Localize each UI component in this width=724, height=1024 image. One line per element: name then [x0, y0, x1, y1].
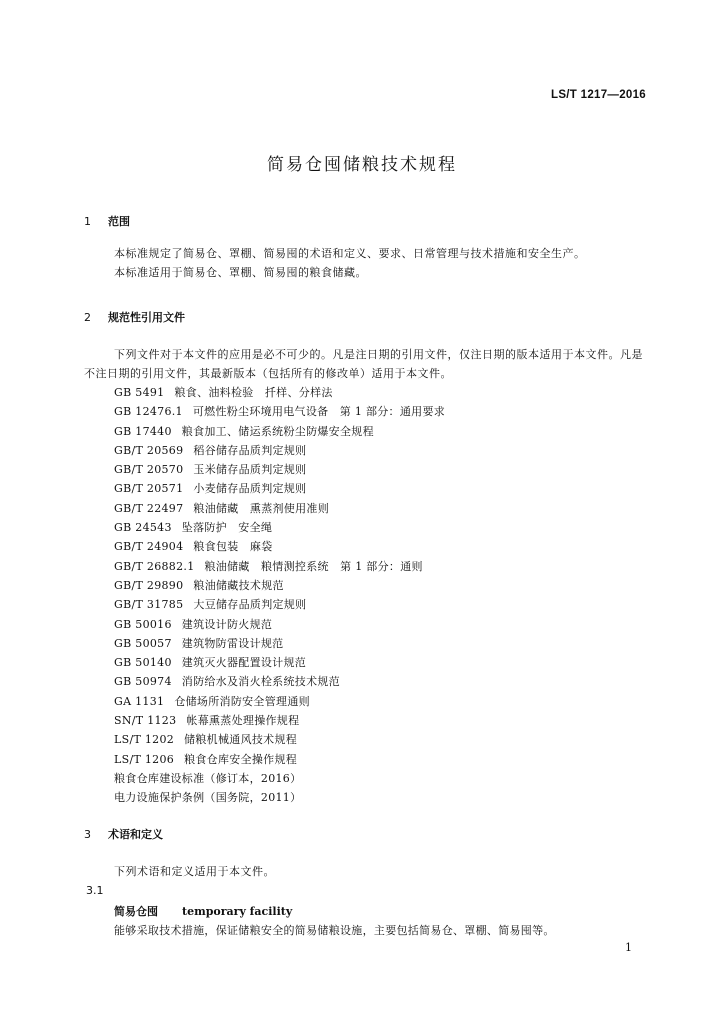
reference-code: GB/T 31785: [114, 598, 184, 612]
section-3-heading: [84, 826, 163, 842]
reference-title: 小麦储存品质判定规则: [193, 482, 307, 496]
reference-title: 建筑物防雷设计规范: [181, 636, 284, 650]
reference-title: 可燃性粉尘环境用电气设备 第 1 部分：通用要求: [192, 405, 446, 419]
reference-item: [114, 653, 445, 672]
document-title: 简易仓囤储粮技术规程: [267, 155, 457, 175]
reference-item: [114, 769, 445, 788]
reference-item: [114, 692, 445, 711]
reference-code: GB 12476.1: [114, 405, 183, 419]
normative-reference-list: [114, 383, 445, 808]
reference-code: GB 50140: [114, 656, 172, 670]
reference-code: GB/T 20570: [114, 463, 184, 477]
reference-item: [114, 422, 445, 441]
reference-title: 电力设施保护条例（国务院，2011）: [114, 791, 302, 805]
section-title: 范围: [108, 215, 130, 228]
reference-item: [114, 672, 445, 691]
term-heading: [114, 903, 292, 919]
reference-item: [114, 518, 445, 537]
reference-title: 帐幕熏蒸处理操作规程: [186, 714, 300, 728]
reference-item: [114, 711, 445, 730]
reference-item: [114, 595, 445, 614]
section-number: 2: [84, 311, 91, 324]
reference-item: [114, 537, 445, 556]
section-3-intro: 下列术语和定义适用于本文件。: [114, 865, 275, 878]
reference-code: GB 50974: [114, 675, 172, 689]
reference-item: [114, 788, 445, 807]
reference-title: 消防给水及消火栓系统技术规范: [181, 675, 340, 689]
term-number: 3.1: [86, 884, 104, 897]
page-number: 1: [625, 941, 632, 954]
reference-title: 储粮机械通风技术规程: [184, 733, 298, 747]
section-2-intro: 下列文件对于本文件的应用是必不可少的。凡是注日期的引用文件，仅注日期的版本适用于本文件。凡是不注日期的引用文件，其最新版本（包括所有的修改单）适用于本文件。: [84, 348, 643, 380]
reference-title: 大豆储存品质判定规则: [193, 598, 307, 612]
section-1-paragraph: 本标准规定了简易仓、罩棚、简易囤的术语和定义、要求、日常管理与技术措施和安全生产。: [114, 247, 586, 260]
reference-code: GB 5491: [114, 386, 165, 399]
reference-title: 稻谷储存品质判定规则: [193, 443, 307, 457]
standard-code: LS/T 1217—2016: [551, 89, 646, 101]
reference-code: SN/T 1123: [114, 714, 177, 728]
term-chinese: 简易仓囤: [114, 905, 158, 918]
reference-item: [114, 730, 445, 749]
reference-item: [114, 402, 445, 421]
reference-item: [114, 383, 445, 402]
reference-item: [114, 479, 445, 498]
reference-title: 仓储场所消防安全管理通则: [174, 694, 310, 708]
reference-item: [114, 634, 445, 653]
reference-title: 玉米储存品质判定规则: [193, 463, 307, 477]
reference-code: GB/T 24904: [114, 540, 184, 554]
section-title: 术语和定义: [108, 828, 163, 841]
reference-item: [114, 499, 445, 518]
reference-title: 建筑灭火器配置设计规范: [181, 656, 307, 670]
reference-code: GB/T 20571: [114, 482, 184, 496]
reference-code: LS/T 1206: [114, 752, 175, 766]
reference-code: GB/T 29890: [114, 578, 184, 592]
reference-title: 粮食加工、储运系统粉尘防爆安全规程: [181, 424, 374, 438]
section-1-paragraph: 本标准适用于简易仓、罩棚、简易囤的粮食储藏。: [114, 266, 367, 279]
reference-title: 粮食、油料检验 扦样、分样法: [174, 386, 333, 399]
term-english: temporary facility: [182, 905, 293, 918]
reference-item: [114, 557, 445, 576]
reference-title: 粮油储藏技术规范: [193, 578, 284, 592]
reference-title: 建筑设计防火规范: [181, 617, 273, 631]
reference-code: GB 50057: [114, 636, 172, 650]
section-number: 1: [84, 215, 91, 228]
reference-title: 粮食包装 麻袋: [193, 540, 273, 554]
term-definition: 能够采取技术措施，保证储粮安全的简易储粮设施，主要包括简易仓、罩棚、简易囤等。: [114, 924, 555, 937]
reference-title: 粮食仓库建设标准（修订本，2016）: [114, 771, 302, 785]
reference-code: GA 1131: [114, 694, 165, 708]
reference-code: GB/T 20569: [114, 443, 184, 457]
reference-item: [114, 460, 445, 479]
reference-code: GB 50016: [114, 617, 172, 631]
reference-item: [114, 750, 445, 769]
reference-item: [114, 441, 445, 460]
section-2-heading: [84, 309, 185, 325]
reference-code: GB/T 22497: [114, 501, 184, 515]
reference-title: 粮油储藏 粮情测控系统 第 1 部分：通则: [204, 559, 423, 573]
reference-title: 粮油储藏 熏蒸剂使用准则: [193, 501, 330, 515]
reference-title: 坠落防护 安全绳: [181, 521, 273, 535]
reference-item: [114, 576, 445, 595]
section-title: 规范性引用文件: [108, 311, 185, 324]
reference-code: GB/T 26882.1: [114, 559, 195, 573]
reference-code: LS/T 1202: [114, 733, 175, 747]
section-1-heading: [84, 213, 130, 229]
reference-code: GB 17440: [114, 424, 172, 438]
reference-code: GB 24543: [114, 521, 172, 535]
reference-item: [114, 615, 445, 634]
section-number: 3: [84, 828, 91, 841]
reference-title: 粮食仓库安全操作规程: [184, 752, 298, 766]
